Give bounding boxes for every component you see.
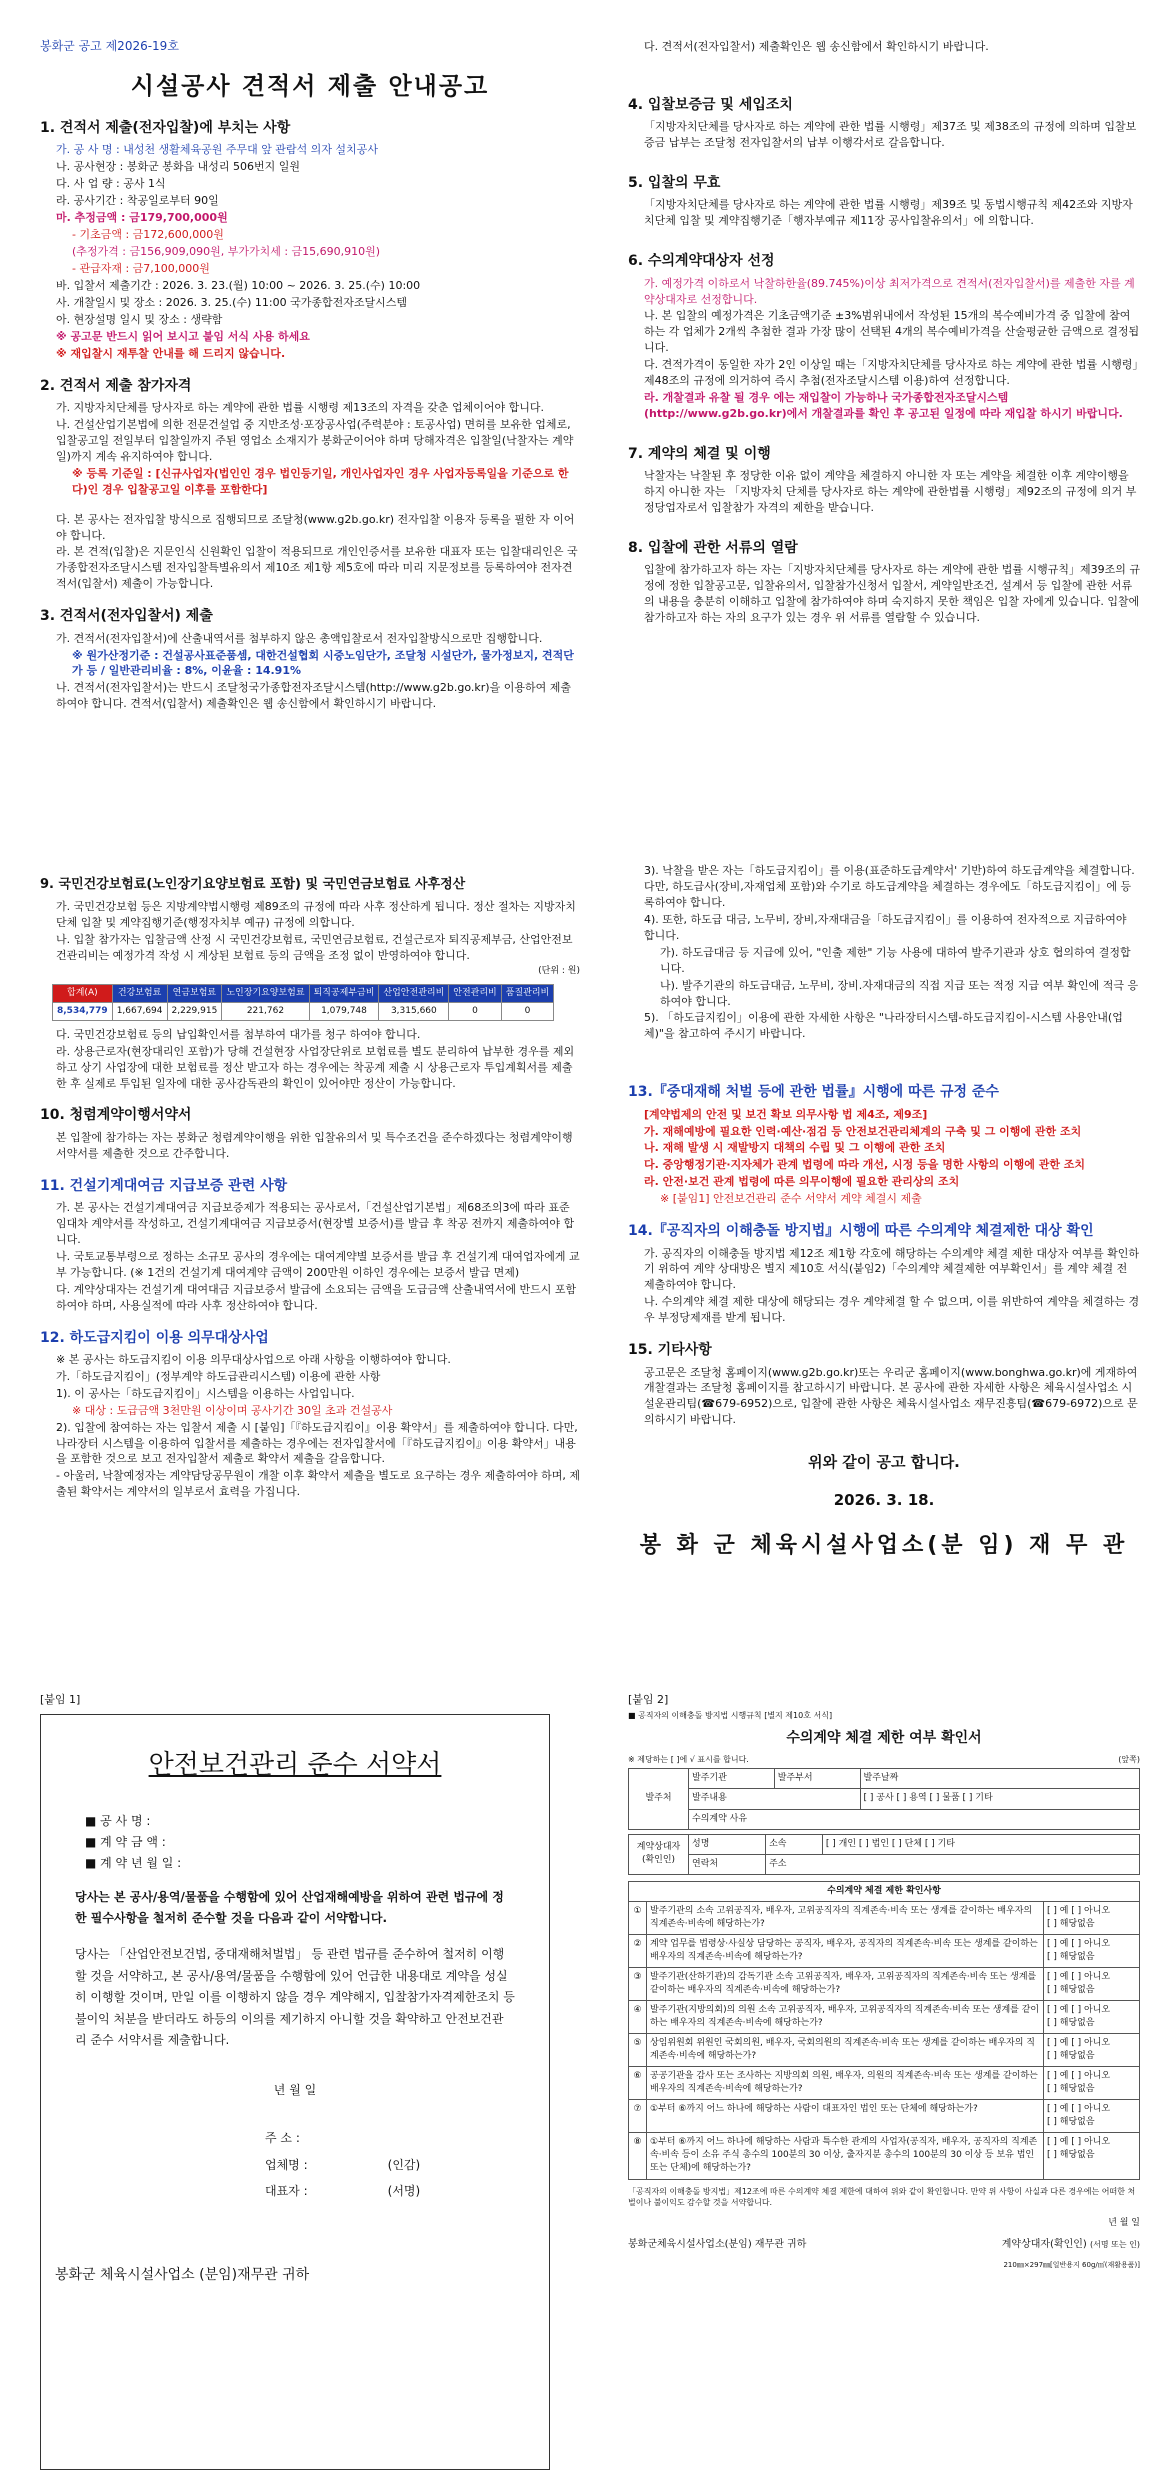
issuer-title: 봉 화 군 체육시설사업소(분 임) 재 무 관 (639, 1532, 1129, 1558)
contractor-checkboxes[interactable]: [ ] 개인 [ ] 법인 [ ] 단체 [ ] 기타 (822, 1834, 1139, 1854)
annex-1-recipient: 봉화군 체육시설사업소 (분임)재무관 귀하 (55, 2266, 310, 2283)
annex-1-frame (40, 1714, 550, 2470)
na-checkbox[interactable]: [ ] 해당없음 (1047, 1951, 1095, 1962)
s11-item: 가. 본 공사는 건설기계대여금 지급보증제가 적용되는 공사로서,「건설산업기본법」제68조의3에 따라 표준임대차 계약서를 작성하고, 건설기계대여금 지급보증서(현장별 보증서)를 발급 후 착공 전까지 제출하여야 합니다. (56, 1200, 575, 1246)
s12-item: 2). 입찰에 참여하는 자는 입찰서 제출 시 [붙임]「『하도급지킴이』이용 확약서」를 제출하여야 합니다. 다만, 나라장터 시스템을 이용하여 입찰서를 제출하는 경우에는 전자입찰서에「『하도급지킴이』이용 확약서」내용을 포함한 것으로 보고 전자입찰서 제출로 확약서 제출을 갈음합니다. (56, 1420, 578, 1466)
s3-item: 다. 견적서(전자입찰서) 제출확인은 웹 송신함에서 확인하시기 바랍니다. (644, 40, 989, 53)
restriction-row: 계약 업무를 법령상·사실상 담당하는 공직자, 배우자, 공직자의 직계존속·비속 또는 생계를 같이하는 배우자의 직계존속·비속에 해당하는가? (647, 1934, 1044, 1967)
s13-item: 다. 중앙행정기관·지자체가 관계 법령에 따라 개선, 시정 등을 명한 사항의 이행에 관한 조치 (644, 1158, 1086, 1172)
s13-item: 라. 안전·보건 관계 법령에 따른 의무이행에 필요한 관리상의 조치 (644, 1175, 960, 1189)
check-instruction: ※ 제당하는 [ ]에 √ 표시를 합니다. (628, 1754, 749, 1764)
na-checkbox[interactable]: [ ] 해당없음 (1047, 2150, 1095, 2161)
restriction-check-table: 수의계약 체결 제한 확인사항 ① 발주기관의 소속 고위공직자, 배우자, 고위공직자의 직계존속·비속 또는 생계를 같이하는 배우자의 직계존속·비속에 해당하는가? [ ] 예 [ ] 아니오 [ ] 해당없음 ② 계약 업무를 법령상·사실상 담당하는 공직자, 배우자, 공직자의 직계존속·비속 또는 생계를 같이하는 배우자의 직계존속·비속에 해당하는가? [ ] 예 [ ] 아니오 [ ] 해당없음 ③ 발주기관(산하기관)의 감독기관 소속 고위공직자, 배우자, 고위공직자의 직계존속·비속 또는 생계를 같이하는 배우자의 직계존속·비속에 해당하는가? [ ] 예 [ ] 아니오 [ ] 해당없음 ④ 발주기관(지방의회)의 의원 소속 고위공직자, 배우자, 고위공직자의 직계존속·비속 또는 생계를 같이하는 배우자의 직계존속·비속에 해당하는가? [ ] 예 [ ] 아니오 [ ] 해당없음 ⑤ 상임위원회 위원인 국회의원, 배우자, 국회의원의 직계존속·비속 또는 생계를 같이하는 배우자의 직계존속·비속에 해당하는가? [ ] 예 [ ] 아니오 [ ] 해당없음 ⑥ 공공기관을 감사 또는 조사하는 지방의회 의원, 배우자, 의원의 직계존속·비속 또는 생계를 같이하는 배우자의 직계존속·비속에 해당하는가? [ ] 예 [ ] 아니오 [ ] 해당없음 ⑦ ①부터 ⑥까지 어느 하나에 해당하는 사람이 대표자인 법인 또는 단체에 해당하는가? [ ] 예 [ ] 아니오 [ ] 해당없음 ⑧ ①부터 ⑥까지 어느 하나에 해당하는 사람과 특수한 관계의 사업자(공직자, 배우자, 공직자의 직계존속·비속 등이 소유 주식 총수의 100분의 30 이상, 출자지분 총수의 100분의 30 이상 등 보유 법인 또는 단체)에 해당하는가? [ ] 예 [ ] 아니오 [ ] 해당없음 (628, 1881, 1140, 2180)
s9-unit: (단위 : 원) (538, 965, 580, 976)
s15-text: 공고문은 조달청 홈페이지(www.g2b.go.kr)또는 우리군 홈페이지(www.bonghwa.go.kr)에 게재하여 개찰결과는 조달청 홈페이지를 참고하시기 바랍니다. 본 공사에 관한 자세한 사항은 체육시설사업소 시설운관리팀(☎679-6952)으로, 입찰에 관한 사항은 체육시설사업소 재무진흥팀(☎679-6972)으로 문의하시기 바랍니다. (644, 1365, 1138, 1427)
section-7-heading: 7. 계약의 체결 및 이행 (628, 446, 771, 463)
orderer-table (628, 1768, 1140, 1829)
ins-value: 221,762 (222, 1002, 309, 1020)
s11-item: 다. 계약상대자는 건설기계 대여대금 지급보증서 발급에 소요되는 금액을 도급금액 산출내역서에 반드시 포함하여야 하며, 사용실적에 따라 사후 정산하여야 합니다. (56, 1282, 577, 1312)
yes-no-checkbox[interactable]: [ ] 예 [ ] 아니오 (1047, 2137, 1111, 2148)
s13-item: [계약법제의 안전 및 보건 확보 의무사항 법 제4조, 제9조] (644, 1107, 928, 1121)
company-label: 업체명 : (265, 2157, 308, 2172)
ins-value: 3,315,660 (379, 1002, 449, 1020)
s12-note: ※ 대상 : 도급금액 3천만원 이상이며 공사기간 30일 초과 건설공사 (72, 1403, 393, 1417)
annex-1 (40, 1692, 550, 2470)
right-column-top (628, 38, 1140, 627)
ins-header: 퇴직공제부금비 (309, 984, 379, 1002)
notice-number: 봉화군 공고 제2026-19호 (40, 39, 179, 53)
restriction-row: 발주기관(산하기관)의 감독기관 소속 고위공직자, 배우자, 고위공직자의 직계존속·비속 또는 생계를 같이하는 배우자의 직계존속·비속에 해당하는가? (647, 1967, 1044, 2000)
s2-item: 나. 건설산업기본법에 의한 전문건설업 중 지반조성·포장공사업(주력분야 : 토공사업) 면허를 보유한 업체로, 입찰공고일 전일부터 입찰일까지 주된 영업소 소재지가 봉화군이어야 하며 당해자격은 입찰일(낙찰자는 계약일)까지 계속 유지하여야 합니다. (56, 417, 574, 463)
s12-item: 3). 낙찰을 받은 자는「하도급지킴이」를 이용(표준하도급계약서' 기반)하여 하도급계약을 체결합니다. 다만, 하도급사(장비,자재업체 포함)와 수기로 하도급계약을 체결하는 경우에도「하도급지킴이」에 등록하여야 합니다. (644, 864, 1135, 909)
orderer-field: 발주기관 (689, 1769, 775, 1789)
pledge-date: 년 월 일 (273, 2082, 317, 2097)
s2-item: 다. 본 공사는 전자입찰 방식으로 집행되므로 조달청(www.g2b.go.kr) 전자입찰 이용자 등록을 필한 자 이어야 합니다. (56, 512, 575, 542)
s13-note: ※ [붙임1] 안전보건관리 준수 서약서 계약 체결시 제출 (660, 1192, 922, 1206)
na-checkbox[interactable]: [ ] 해당없음 (1047, 2084, 1095, 2095)
s1-item: (추정가격 : 금156,909,090원, 부가가치세 : 금15,690,910원) (72, 245, 381, 259)
yes-no-checkbox[interactable]: [ ] 예 [ ] 아니오 (1047, 2104, 1111, 2115)
right-column-bottom (628, 862, 1140, 1562)
s1-item: 사. 개찰일시 및 장소 : 2026. 3. 25.(수) 11:00 국가종합전자조달시스템 (56, 295, 407, 309)
front-side-label: (앞쪽) (1118, 1754, 1140, 1764)
ins-value: 1,667,694 (112, 1002, 167, 1020)
annex-1-title: 안전보건관리 준수 서약서 (148, 1749, 442, 1780)
s9-item: 가. 국민건강보험 등은 지방계약법시행령 제89조의 규정에 따라 사후 정산하게 됩니다. 정산 절차는 지방자치단체 입찰 및 계약집행기준(행정자치부 예규) 규정에 의합니다. (56, 899, 576, 929)
s10-text: 본 입찰에 참가하는 자는 봉화군 청렴계약이행을 위한 입찰유의서 및 특수조건을 준수하겠다는 청렴계약이행서약서를 제출한 것으로 간주합니다. (56, 1130, 573, 1160)
representative-label: 대표자 : (265, 2184, 308, 2199)
annex-2-form-ref: ■ 공직자의 이해충돌 방지법 시행규칙 [별지 제10호 서식] (628, 1710, 833, 1720)
s6-item: 나. 본 입찰의 예정가격은 기초금액기준 ±3%범위내에서 작성된 15개의 복수예비가격 중 입찰에 참여하는 각 업체가 2개씩 추첨한 결과 가장 많이 선택된 4개의 복수예비가격을 산술평균한 금액으로 결정됩니다. (644, 309, 1140, 355)
s2-item: 가. 지방자치단체를 당사자로 하는 계약에 관한 법률 시행령 제13조의 자격을 갖춘 업체이어야 합니다. (56, 400, 544, 414)
s12-item: 나). 발주기관의 하도급대금, 노무비, 장비.자재대금의 직접 지급 또는 적정 지급 여부 확인에 적극 응하여야 합니다. (660, 978, 1139, 1008)
ins-header: 품질관리비 (501, 984, 553, 1002)
s5-text: 「지방자치단체를 당사자로 하는 계약에 관한 법률 시행령」제39조 및 동법시행규칙 제42조와 지방자치단체 입찰 및 계약집행기준「행자부예규 제11장 공사입찰유의서」에 의합니다. (644, 198, 1133, 228)
yes-no-checkbox[interactable]: [ ] 예 [ ] 아니오 (1047, 1971, 1111, 1982)
s14-item: 가. 공직자의 이해충돌 방지법 제12조 제1항 각호에 해당하는 수의계약 체결 제한 대상자 여부를 확인하기 위하여 계약 상대방은 별지 제10호 서식(붙임2)「수의계약 체결제한 여부확인서」를 계약 체결 전 제출하여야 합니다. (644, 1246, 1139, 1292)
ins-header: 연금보험료 (167, 984, 222, 1002)
restriction-row: 공공기관을 감사 또는 조사하는 지방의회 의원, 배우자, 의원의 직계존속·비속 또는 생계를 같이하는 배우자의 직계존속·비속에 해당하는가? (647, 2067, 1044, 2100)
section-3-heading: 3. 견적서(전자입찰서) 제출 (40, 608, 213, 625)
contract-amount-field: ■ 계 약 금 액 : (85, 1835, 166, 1850)
section-6-heading: 6. 수의계약대상자 선정 (628, 253, 775, 270)
yes-no-checkbox[interactable]: [ ] 예 [ ] 아니오 (1047, 2004, 1111, 2015)
s4-text: 「지방자치단체를 당사자로 하는 계약에 관한 법률 시행령」제37조 및 제38조의 규정에 의하며 입찰보증금 납부는 조달청 전자입찰서의 납부 이행각서로 갈음합니다. (644, 120, 1137, 150)
ins-header: 합계(A) (53, 984, 113, 1002)
left-column-top (40, 38, 580, 713)
ins-header: 산업안전관리비 (379, 984, 449, 1002)
na-checkbox[interactable]: [ ] 해당없음 (1047, 1918, 1095, 1929)
ins-value: 2,229,915 (167, 1002, 222, 1020)
annex-2-paper-size: 210㎜×297㎜[일반용지 60g/㎡(재활용품)] (1003, 2261, 1140, 2270)
s1-item: 아. 현장설명 일시 및 장소 : 생략함 (56, 312, 223, 326)
section-8-heading: 8. 입찰에 관한 서류의 열람 (628, 540, 798, 557)
restriction-table-title: 수의계약 체결 제한 확인사항 (629, 1881, 1140, 1901)
s3-item: 나. 견적서(전자입찰서)는 반드시 조달청국가종합전자조달시스템(http://www.g2b.go.kr)을 이용하여 제출하여야 합니다. 견적서(입찰서) 제출확인은 웹 송신함에서 확인하시기 바랍니다. (56, 681, 571, 711)
orderer-label: 발주처 (629, 1769, 689, 1829)
section-4-heading: 4. 입찰보증금 및 세입조치 (628, 96, 793, 113)
section-5-heading: 5. 입찰의 무효 (628, 175, 721, 192)
section-15-heading: 15. 기타사항 (628, 1342, 712, 1359)
contract-date-field: ■ 계 약 년 월 일 : (85, 1856, 182, 1871)
restriction-row: ①부터 ⑥까지 어느 하나에 해당하는 사람이 대표자인 법인 또는 단체에 해당하는가? (647, 2100, 1044, 2133)
na-checkbox[interactable]: [ ] 해당없음 (1047, 2018, 1095, 2029)
annex-2-title: 수의계약 체결 제한 여부 확인서 (786, 1729, 982, 1746)
s1-item: 라. 공사기간 : 착공일로부터 90일 (56, 194, 219, 208)
notice-date: 2026. 3. 18. (833, 1491, 935, 1510)
s2-item: 라. 본 견적(입찰)은 지문인식 신원확인 입찰이 적용되므로 개인인증서를 보유한 대표자 또는 입찰대리인은 국가종합전자조달시스템 전자입찰특별유의서 제10조 제1항 제5호에 따라 미리 지문정보를 등록하여야 전자견적서(입찰서) 제출이 가능합니다. (56, 545, 578, 591)
s3-note: ※ 원가산정기준 : 건설공사표준품셈, 대한건설협회 시중노임단가, 조달청 시설단가, 물가정보지, 견적단가 등 / 일반관리비율 : 8%, 이윤율 : 14.91% (72, 648, 574, 678)
pledge-body: 당사는 「산업안전보건법, 중대재해처벌법」 등 관련 법규를 준수하여 철저히 이행할 것을 서약하고, 본 공사/용역/물품을 수행함에 있어 언급한 내용대로 계약을 성실히 이행할 것이며, 만일 이를 이행하지 않을 경우 계약해지, 입찰참가자격제한조치 등 불이익 처분을 받더라도 하등의 이의를 제기하지 아니할 것을 확약하고 안전보건관리 준수 서약서를 제출합니다. (75, 1946, 515, 2048)
ins-header: 안전관리비 (449, 984, 501, 1002)
yes-no-checkbox[interactable]: [ ] 예 [ ] 아니오 (1047, 2038, 1111, 2049)
s1-item: 다. 사 업 량 : 공사 1식 (56, 177, 166, 191)
s1-item: 가. 공 사 명 : 내성천 생활체육공원 주무대 앞 관람석 의자 설치공사 (56, 143, 378, 157)
ins-header: 건강보험료 (112, 984, 167, 1002)
restriction-row: 상임위원회 위원인 국회의원, 배우자, 국회의원의 직계존속·비속 또는 생계를 같이하는 배우자의 직계존속·비속에 해당하는가? (647, 2034, 1044, 2067)
s12-item: 1). 이 공사는「하도급지킴이」시스템을 이용하는 사업입니다. (56, 1386, 355, 1400)
section-1-heading: 1. 견적서 제출(전자입찰)에 부치는 사항 (40, 120, 291, 137)
s1-item: - 관급자재 : 금7,100,000원 (72, 262, 210, 276)
orderer-field: 발주내용 (689, 1789, 861, 1809)
project-name-field: ■ 공 사 명 : (85, 1813, 151, 1828)
section-11-heading: 11. 건설기계대여금 지급보증 관련 사항 (40, 1177, 288, 1194)
na-checkbox[interactable]: [ ] 해당없음 (1047, 2117, 1095, 2128)
s9-item: 라. 상용근로자(현장대리인 포함)가 당해 건설현장 사업장단위로 보험료를 별도 분리하여 납부한 경우를 제외하고 상기 사업장에 대한 보험료를 정산 받고자 하는 경우에는 착공계 제출 시 상용근로자 투입계획서를 제출한 후 실제로 투입된 일자에 대한 공사감독관의 확인이 있어야만 정산이 가능합니다. (56, 1044, 575, 1090)
s1-note: ※ 재입찰시 재투찰 안내를 해 드리지 않습니다. (56, 346, 286, 360)
page-title: 시설공사 견적서 제출 안내공고 (130, 72, 490, 101)
section-13-heading: 13.『중대재해 처벌 등에 관한 법률』시행에 따른 규정 준수 (628, 1084, 999, 1101)
ins-value: 1,079,748 (309, 1002, 379, 1020)
address-label: 주 소 : (265, 2131, 300, 2146)
na-checkbox[interactable]: [ ] 해당없음 (1047, 1984, 1095, 1995)
s7-text: 낙찰자는 낙찰된 후 정당한 이유 없이 계약을 체결하지 아니한 자 또는 계약을 체결한 이후 계약이행을 하지 아니한 자는 「지방자치 단체를 당사자로 하는 계약에 관한법률 시행령」제92조의 규정에 의거 부정당업자로서 입찰참가 자격의 제한을 받습니다. (644, 469, 1137, 515)
s12-item: 5). 「하도급지킴이」이용에 관한 자세한 사항은 "나라장터시스템-하도급지킴이-시스템 사용안내(업체)"을 참고하여 주시기 바랍니다. (644, 1011, 1123, 1041)
s13-item: 가. 재해예방에 필요한 인력·예산·점검 등 안전보건관리체계의 구축 및 그 이행에 관한 조치 (644, 1124, 1082, 1138)
seal-label: (인감) (387, 2157, 421, 2172)
orderer-field: 발주부서 (774, 1769, 860, 1789)
na-checkbox[interactable]: [ ] 해당없음 (1047, 2051, 1095, 2062)
section-2-heading: 2. 견적서 제출 참가자격 (40, 377, 192, 394)
insurance-table (52, 984, 554, 1021)
contractor-table (628, 1834, 1140, 1875)
s6-item: 가. 예정가격 이하로서 낙찰하한율(89.745%)이상 최저가격으로 견적서(전자입찰서)를 제출한 자를 계약상대자로 선정합니다. (644, 276, 1135, 306)
annex-2-signer: 계약상대자(확인인) (1001, 2238, 1087, 2250)
orderer-field: 발주날짜 (860, 1769, 1139, 1789)
s11-item: 나. 국토교통부령으로 정하는 소규모 공사의 경우에는 대여계약별 보증서를 발급 후 건설기계 대여업자에게 교부 가능합니다. (※ 1건의 건설기계 대여계약 금액이 200만원 이하인 경우에는 보증서 발급 면제) (56, 1249, 580, 1279)
s3-item: 가. 견적서(전자입찰서)에 산출내역서를 첨부하지 않은 총액입찰로서 전자입찰방식으로만 집행합니다. (56, 631, 543, 645)
s9-item: 나. 입찰 참가자는 입찰금액 산정 시 국민건강보험료, 국민연금보험료, 건설근로자 퇴직공제부금, 산업안전보건관리비는 예정가격 작성 시 계상된 보험료 등의 금액을 조정 없이 반영하여야 합니다. (56, 932, 573, 962)
s1-item: 나. 공사현장 : 봉화군 봉화읍 내성리 506번지 일원 (56, 160, 300, 174)
s6-item: 라. 개찰결과 유찰 될 경우 에는 재입찰이 가능하나 국가종합전자조달시스템(http://www.g2b.go.kr)에서 개찰결과를 확인 후 공고된 일정에 따라 재입찰 하시기 바랍니다. (644, 391, 1123, 421)
s1-item: - 기초금액 : 금172,600,000원 (72, 228, 224, 242)
annex-2-signer-note: (서명 또는 인) (1090, 2239, 1140, 2249)
annex-2-label: [붙임 2] (628, 1693, 669, 1706)
s14-item: 나. 수의계약 체결 제한 대상에 해당되는 경우 계약체결 할 수 없으며, 이를 위반하여 계약을 체결하는 경우 부정당제재를 받게 됩니다. (644, 1295, 1140, 1325)
s12-item: 가.「하도급지킴이」(정부계약 하도급관리시스템) 이용에 관한 사항 (56, 1369, 381, 1383)
ins-value: 0 (501, 1002, 553, 1020)
section-12-heading: 12. 하도급지킴이 이용 의무대상사업 (40, 1329, 269, 1346)
annex-2-declaration: 「공직자의 이해충돌 방지법」제12조에 따른 수의계약 체결 제한에 대하여 위와 같이 확인합니다. 만약 위 사항이 사실과 다른 경우에는 어떠한 처벌이나 불이익도 감수할 것을 서약합니다. (628, 2186, 1136, 2208)
ins-header: 노인장기요양보험료 (222, 984, 309, 1002)
s12-item: ※ 본 공사는 하도급지킴이 이용 의무대상사업으로 아래 사항을 이행하여야 합니다. (56, 1352, 451, 1366)
annex-2-date: 년 월 일 (1108, 2217, 1140, 2228)
pledge-lead: 당사는 본 공사/용역/물품을 수행함에 있어 산업재해예방을 위하여 관련 법규에 정한 필수사항을 철저히 준수할 것을 다음과 같이 서약합니다. (75, 1889, 504, 1926)
section-10-heading: 10. 청렴계약이행서약서 (40, 1107, 192, 1124)
annex-2-recipient: 봉화군체육시설사업소(분임) 재무관 귀하 (628, 2238, 807, 2250)
section-9-heading: 9. 국민건강보험료(노인장기요양보험료 포함) 및 국민연금보험료 사후정산 (40, 877, 466, 892)
left-column-bottom (40, 862, 580, 1501)
s12-item: 4). 또한, 하도급 대금, 노무비, 장비,자재대금을「하도급지킴이」를 이용하여 전자적으로 지급하여야 합니다. (644, 912, 1127, 942)
closing-text: 위와 같이 공고 합니다. (808, 1453, 960, 1472)
orderer-checkboxes[interactable]: [ ] 공사 [ ] 용역 [ ] 물품 [ ] 기타 (860, 1789, 1139, 1809)
sign-label: (서명) (387, 2184, 421, 2199)
yes-no-checkbox[interactable]: [ ] 예 [ ] 아니오 (1047, 2071, 1111, 2082)
s8-text: 입찰에 참가하고자 하는 자는「지방자치단체를 당사자로 하는 계약에 관한 법률 시행규칙」제39조의 규정에 정한 입찰공고문, 입찰유의서, 입찰참가신청서 입찰서, 계약일반조건, 설계서 등 입찰에 관한 서류의 내용을 충분히 이해하고 입찰에 참가하여야 하며 숙지하지 못한 책임은 입찰 자에게 있습니다. 입찰에 참가하고자 하는 자의 요구가 있는 경우 위 서류를 열람할 수 있습니다. (644, 563, 1140, 625)
s6-item: 다. 견적가격이 동일한 자가 2인 이상일 때는「지방자치단체를 당사자로 하는 계약에 관한 법률 시행령」제48조의 규정에 의거하여 즉시 추첨(전자조달시스템 이용)하여 선정합니다. (644, 358, 1138, 388)
contractor-field: 성명 (689, 1834, 766, 1854)
s13-item: 나. 재해 발생 시 재발방지 대책의 수립 및 그 이행에 관한 조치 (644, 1141, 946, 1155)
s1-note: ※ 공고문 반드시 읽어 보시고 붙임 서식 사용 하세요 (56, 329, 310, 343)
yes-no-checkbox[interactable]: [ ] 예 [ ] 아니오 (1047, 1905, 1111, 1916)
restriction-row: 발주기관(지방의회)의 의원 소속 고위공직자, 배우자, 고위공직자의 직계존속·비속 또는 생계를 같이하는 배우자의 직계존속·비속에 해당하는가? (647, 2000, 1044, 2033)
annex-2 (628, 1692, 1140, 2270)
s12-item: 가). 하도급대금 등 지급에 있어, "인출 제한" 기능 사용에 대하여 발주기관과 상호 협의하여 결정합니다. (660, 945, 1131, 975)
s2-note: ※ 등록 기준일 : [신규사업자(법인인 경우 법인등기일, 개인사업자인 경우 사업자등록일을 기준으로 한다)인 경우 입찰공고일 이후를 포함한다] (72, 466, 569, 496)
orderer-field: 수의계약 사유 (689, 1809, 1140, 1829)
s1-item: 마. 추정금액 : 금179,700,000원 (56, 211, 228, 225)
restriction-row: 발주기관의 소속 고위공직자, 배우자, 고위공직자의 직계존속·비속 또는 생계를 같이하는 배우자의 직계존속·비속에 해당하는가? (647, 1901, 1044, 1934)
ins-value: 8,534,779 (53, 1002, 113, 1020)
contractor-label: 계약상대자 (확인인) (629, 1834, 689, 1874)
s12-item: - 아울러, 낙찰예정자는 계약담당공무원이 개찰 이후 확약서 제출을 별도로 요구하는 경우 제출하여야 하며, 제출된 확약서는 계약서의 일부로서 효력을 가집니다. (56, 1469, 580, 1499)
yes-no-checkbox[interactable]: [ ] 예 [ ] 아니오 (1047, 1938, 1111, 1949)
contractor-field: 소속 (766, 1834, 823, 1854)
contractor-field: 주소 (766, 1854, 1140, 1874)
annex-1-label: [붙임 1] (40, 1693, 81, 1706)
contractor-field: 연락처 (689, 1854, 766, 1874)
s9-item: 다. 국민건강보험료 등의 납입확인서를 첨부하여 대가를 청구 하여야 합니다. (56, 1027, 421, 1041)
s1-item: 바. 입찰서 제출기간 : 2026. 3. 23.(월) 10:00 ~ 2026. 3. 25.(수) 10:00 (56, 278, 421, 292)
section-14-heading: 14.『공직자의 이해충돌 방지법』시행에 따른 수의계약 체결제한 대상 확인 (628, 1223, 1094, 1240)
restriction-row: ①부터 ⑥까지 어느 하나에 해당하는 사람과 특수한 관계의 사업자(공직자, 배우자, 공직자의 직계존속·비속 등이 소유 주식 총수의 100분의 30 이상, 출자지분 총수의 100분의 30 이상 등 보유 법인 또는 단체)에 해당하는가? (647, 2133, 1044, 2179)
ins-value: 0 (449, 1002, 501, 1020)
